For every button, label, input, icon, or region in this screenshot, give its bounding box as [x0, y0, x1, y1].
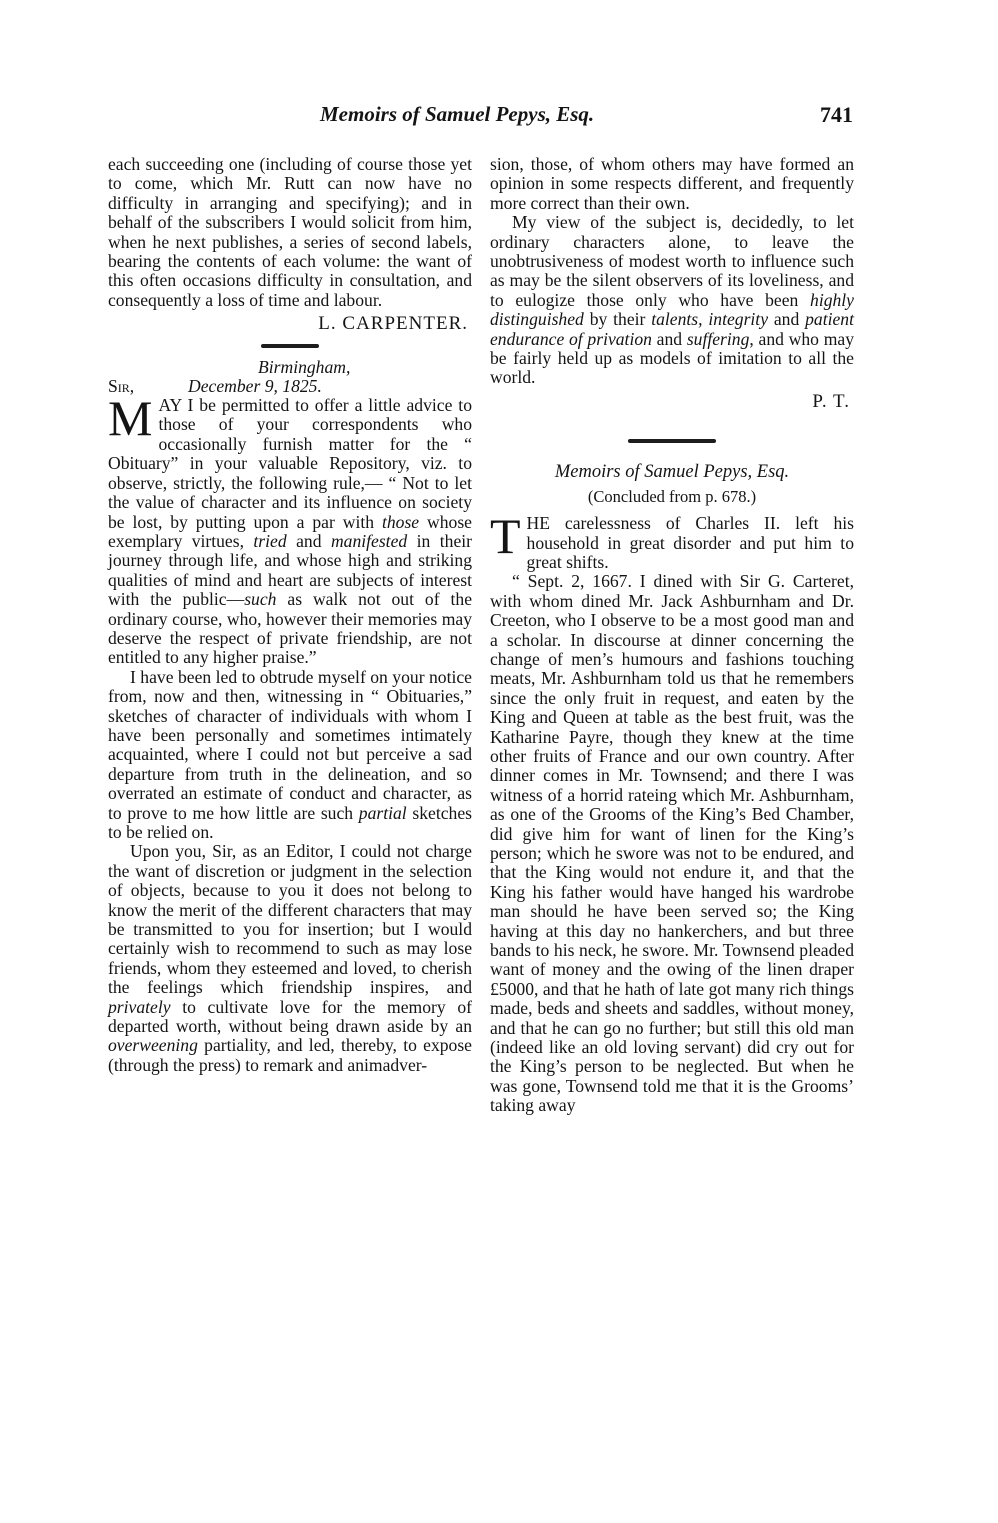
letter-date: December 9, 1825. [188, 375, 322, 396]
page-header [108, 102, 853, 136]
drop-cap-t: T [490, 508, 521, 565]
letter-place: Birmingham, [258, 356, 351, 377]
letter-paragraph-2: I have been led to obtrude myself on your notice from, now and then, witnessing in “ Obituaries,” sketches of character of individuals with whom I have been personally and sometimes intimately acquainted, where I could not but perceive a sad departure from truth in the delineation, and so overrated an estimate of conduct and character, as to prove to me how little are such partial sketches to be relied on. [108, 666, 472, 842]
letter-paragraph-1: MAY I be permitted to offer a little advice to those of your correspondents who occasionally furnish matter for the “ Obituary” in your valuable Repository, viz. to observe, strictly, the following rule,— “ Not to let the value of character and its influence on society be lost, by putting upon a par with those whose exemplary virtues, tried and manifested in their journey through life, and whose high and striking qualities of mind and heart are subjects of interest with the public—such as walk not out of the ordinary course, who, however their memories may deserve the respect of private friendship, are not entitled to any higher praise.” [108, 390, 472, 668]
salutation: Sir, [108, 375, 135, 396]
article-paragraph-2: “ Sept. 2, 1667. I dined with Sir G. Carteret, with whom dined Mr. Jack Ashburnham and Dr. Creeton, who I observe to be a most good man and a scholar. In discourse at dinner concerning the change of men’s humours and fashions touching meats, Mr. Ashburnham told us that he remembers since the only fruit in request, and eaten by the King and Queen at table as the best fruit, was the Katharine Payre, though they knew at the time other fruits of France and our own country. After dinner comes in Mr. Townsend; and there I was witness of a horrid rateing which Mr. Ashburnham, as one of the Grooms of the King’s Bed Chamber, did give him for want of linen for the King’s person; which he swore was not to be endured, and that the King would not endure it, and that the King his father would have hanged his wardrobe man should he have been served so; the King having at this day no hankerchers, and but three bands to his neck, he swore. Mr. Townsend pleaded want of money and the owing of the linen draper £5000, and that he hath of late got many rich things made, beds and sheets and saddles, without money, and that he can go no further; but still this old man (indeed like an old loving servant) did cry out for the King’s person to be neglected. But when he was gone, Townsend told me that it is the Grooms’ taking away [490, 571, 854, 1116]
continued-paragraph: each succeeding one (including of course those yet to come, which Mr. Rutt can now have no difficulty in arranging and specifying); and in behalf of the subscribers I would solicit from him, when he next publishes, a series of second labels, bearing the contents of each volume: the want of this often occasions difficulty in consultation, and consequently a loss of time and labour. [108, 154, 472, 310]
running-title: Memoirs of Samuel Pepys, Esq. [320, 102, 595, 126]
signature-pt: P. T. [812, 390, 850, 412]
article-subtitle: (Concluded from p. 678.) [587, 486, 757, 506]
continued-letter-paragraph: sion, those, of whom others may have formed an opinion in some respects different, and frequently more correct than their own. [490, 154, 854, 213]
letter-paragraph-3: Upon you, Sir, as an Editor, I could not charge the want of discretion or judgment in the selection of objects, because to you it does not belong to know the merit of the different characters that may be transmitted to you for insertion; but I would certainly wish to recommend to such as may lose friends, whom they esteemed and loved, to cherish the feelings which friendship inspires, and privately to cultivate love for the memory of departed worth, without being drawn aside by an overweening partiality, and led, thereby, to expose (through the press) to remark and animadver- [108, 841, 472, 1075]
article-paragraph-1: THE carelessness of Charles II. left his household in great disorder and put him to great shifts. [490, 508, 854, 572]
right-column [490, 155, 854, 1116]
view-paragraph: My view of the subject is, decidedly, to let ordinary characters alone, to leave the unobtrusiveness of modest worth to influence such as may be the silent observers of its loveliness, and to eulogize those only who have been highly distinguished by their talents, integrity and patient endurance of privation and suffering, and who may be fairly held up as models of imitation to all the world. [490, 212, 855, 388]
left-column [108, 155, 472, 1075]
salutation-row [108, 377, 472, 396]
article-title: Memoirs of Samuel Pepys, Esq. [554, 462, 790, 483]
signature-carpenter: L. CARPENTER. [318, 313, 468, 335]
section-divider [261, 344, 319, 348]
drop-cap-m: M [108, 390, 153, 447]
page-number: 741 [820, 102, 853, 127]
article-divider [628, 439, 716, 443]
